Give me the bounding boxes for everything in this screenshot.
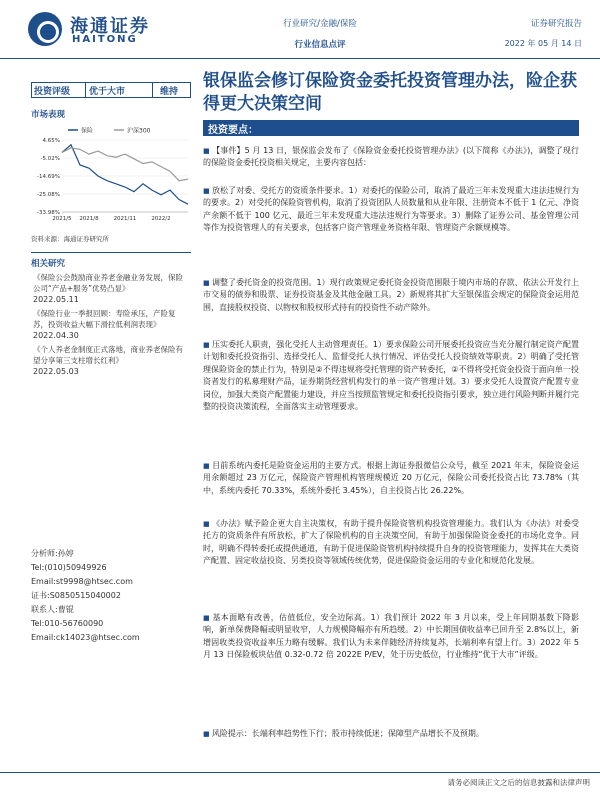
legend-label: 沪深300 (127, 127, 151, 135)
legend-label: 保险 (81, 127, 94, 135)
report-category: 行业研究/金融/保险 (283, 19, 357, 29)
bullet-icon: ■ (203, 147, 213, 155)
bullet-icon: ■ (203, 462, 213, 470)
related-item[interactable]: 《保险行业一季报回顾：寿险承压，产险复苏，投资收益大幅下滑拉低利润表现》 (33, 309, 176, 329)
rating-box (31, 82, 191, 98)
rating-value: 优于大市 (89, 87, 126, 97)
footer-disclaimer: 请务必阅读正文之后的信息披露和法律声明 (447, 778, 590, 787)
key-points-label: 投资要点： (208, 125, 258, 136)
bullet-icon: ■ (203, 279, 212, 287)
market-performance-chart (28, 122, 192, 224)
header-divider (0, 58, 600, 59)
related-date: 2022.04.30 (33, 331, 79, 340)
related-item[interactable]: 《个人养老金制度正式落地，商业养老保险有望分享第三支柱增长红利》 (33, 345, 183, 365)
analyst-name: 分析师:孙婷 (31, 549, 74, 558)
footer-divider (0, 772, 600, 773)
x-tick-label: 2021/11 (113, 216, 137, 222)
paragraph-scope: ■ 调整了委托资金的投资范围。1）现行政策规定委托资金投资范围限于境内市场的存款、依法公开发行上市交易的债券和股票、证券投资基金及其他金融工具。2）新规将其扩大至银保监会规定的保险资金运用范围，直接股权投资、以物权和股权形式持有的投资性不动产除外。 (203, 278, 579, 312)
contact-tel: Tel:010-56760090 (31, 619, 104, 628)
related-item[interactable]: 《保险公会鼓励商业养老金融业务发展，保险公司“产品+服务”优势凸显》 (33, 273, 183, 293)
key-points-bar (203, 120, 579, 136)
x-tick-label: 2021/5 (52, 216, 72, 222)
related-date: 2022.05.03 (33, 367, 79, 376)
bullet-icon: ■ (203, 520, 213, 528)
x-tick-label: 2021/8 (79, 216, 99, 222)
rating-separator (85, 82, 86, 98)
chart-lines (62, 145, 188, 205)
market-title: 市场表现 (31, 110, 66, 120)
bullet-icon: ■ (203, 341, 212, 349)
rating-status: 维持 (160, 87, 179, 97)
y-tick-label: -14.69% (37, 174, 60, 180)
y-tick-label: 4.65% (42, 138, 60, 144)
report-date: 2022 年 05 月 14 日 (504, 39, 582, 48)
report-subtype: 行业信息点评 (294, 40, 346, 50)
paragraph-qualification: ■ 放松了对委、受托方的资质条件要求。1）对委托的保险公司，取消了最近三年未发现重大违法违规行为的要求。2）对受托的保险资管机构，取消了投资团队人员数量和从业年限、注册资本不低于 1 亿元、净资产余额不低于 100 亿元、最近三年未发现重大违法违规行为等要求。3）删除了证券公司、基金管理公司等作为投资管理人的有关要求，包括客户资产管理业务资格年限、管理资产余额规模等。 (203, 186, 579, 233)
report-title: 银保监会修订保险资金委托投资管理办法，险企获得更大决策空间 (203, 71, 577, 114)
paragraph-valuation: ■ 基本面略有改善，估值低位，安全边际高。1）我们预计 2022 年 3 月以来，受上年同期基数下降影响，新单保费降幅或明显收窄，人力规模降幅亦有所趋缓。2）中长期国债收益率已回升至 2.8%以上，新增固收类投资收益率压力略有缓解。我们认为未来伴随经济持续复苏，长端利率有望上行。3）2022 年 5 月 13 日保险板块估值 0.32-0.72 倍 2022E P/EV，处于历史低位，行业维持“优于大市”评级。 (203, 613, 579, 660)
analyst-cert: 证书:S0850515040002 (31, 591, 121, 600)
chart-source: 资料来源：海通证券研究所 (31, 235, 109, 243)
related-title: 相关研究 (31, 259, 66, 269)
paragraph-system: ■ 目前系统内委托是险资金运用的主要方式。根据上海证券报微信公众号，截至 2021 年末，保险资金运用余额超过 23 万亿元，保险资产管理机构管理规模近 20 万亿元，保险公司委托投资占比 73.78%（其中，系统内委托 70.33%，系统外委托 3.45%），自主投资占比 26.22%。 (203, 461, 579, 495)
y-tick-label: -33.98% (37, 210, 60, 216)
bullet-icon: ■ (203, 614, 213, 622)
paragraph-event: ■ 【事件】5 月 13 日，银保监会发布了《保险资金委托投资管理办法》(以下简称《办法》)，调整了现行的保险资金委托投资相关规定，主要内容包括： (203, 146, 579, 168)
paragraph-autonomy: ■ 《办法》赋予险企更大自主决策权，有助于提升保险资管机构投资管理能力。我们认为《办法》对委受托方的资质条件有所放松，扩大了保险机构的自主决策空间，有助于加强保险资金委托的市场化竞争。同时，明确不得转委托或提供通道，有助于促进保险资管机构持续提升自身的投资管理能力，发挥其在大类资产配置、固定收益投资、另类投资等领域传统优势，促进保险资金运用的专业化和规范化发展。 (203, 519, 579, 566)
chart-legend (68, 127, 151, 135)
y-tick-label: -5.02% (40, 156, 60, 162)
logo-chinese: 海通证券 (70, 16, 150, 37)
related-date: 2022.05.11 (33, 295, 79, 304)
chart-x-ticks (52, 212, 188, 222)
contact-name: 联系人:曹锟 (31, 605, 74, 614)
y-tick-label: -25.08% (37, 192, 60, 198)
logo-english: HAITONG (72, 34, 138, 45)
bullet-icon: ■ (203, 187, 212, 195)
sidebar-divider (31, 252, 191, 253)
contact-email[interactable]: Email:ck14023@htsec.com (31, 633, 140, 642)
bullet-icon: ■ (203, 730, 212, 738)
chart-y-ticks (37, 138, 188, 216)
x-tick-label: 2022/2 (151, 216, 171, 222)
paragraph-risk: ■ 风险提示：长端利率趋势性下行；股市持续低迷；保障型产品增长不及预期。 (203, 729, 484, 738)
rating-label: 投资评级 (34, 87, 71, 97)
analyst-tel: Tel:(010)50949926 (31, 563, 107, 572)
haitong-logo (28, 12, 188, 46)
analyst-email[interactable]: Email:st9998@htsec.com (31, 577, 133, 586)
report-type: 证券研究报告 (530, 19, 582, 29)
rating-separator (152, 82, 153, 98)
paragraph-responsibility: ■ 压实委托人职责，强化受托人主动管理责任。1）要求保险公司开展委托投资应当充分履行制定资产配置计划和委托投资指引、选择受托人、监督受托人执行情况、评估受托人投资绩效等职责。2）明确了受托管理保险资金的禁止行为，特别是②不得违规将受托管理的资产转委托，②不得将受托资金投资于面向单一投资者发行的私募理财产品，证券期货经营机构发行的单一资产管理计划。3）要求受托人设置资产配置专业岗位，加强大类资产配置能力建设，并应当按照监管规定和委托投资指引要求，独立进行风险判断并履行完整的投资决策流程，全面落实主动管理要求。 (203, 340, 579, 412)
logo-mark-icon (28, 12, 62, 46)
